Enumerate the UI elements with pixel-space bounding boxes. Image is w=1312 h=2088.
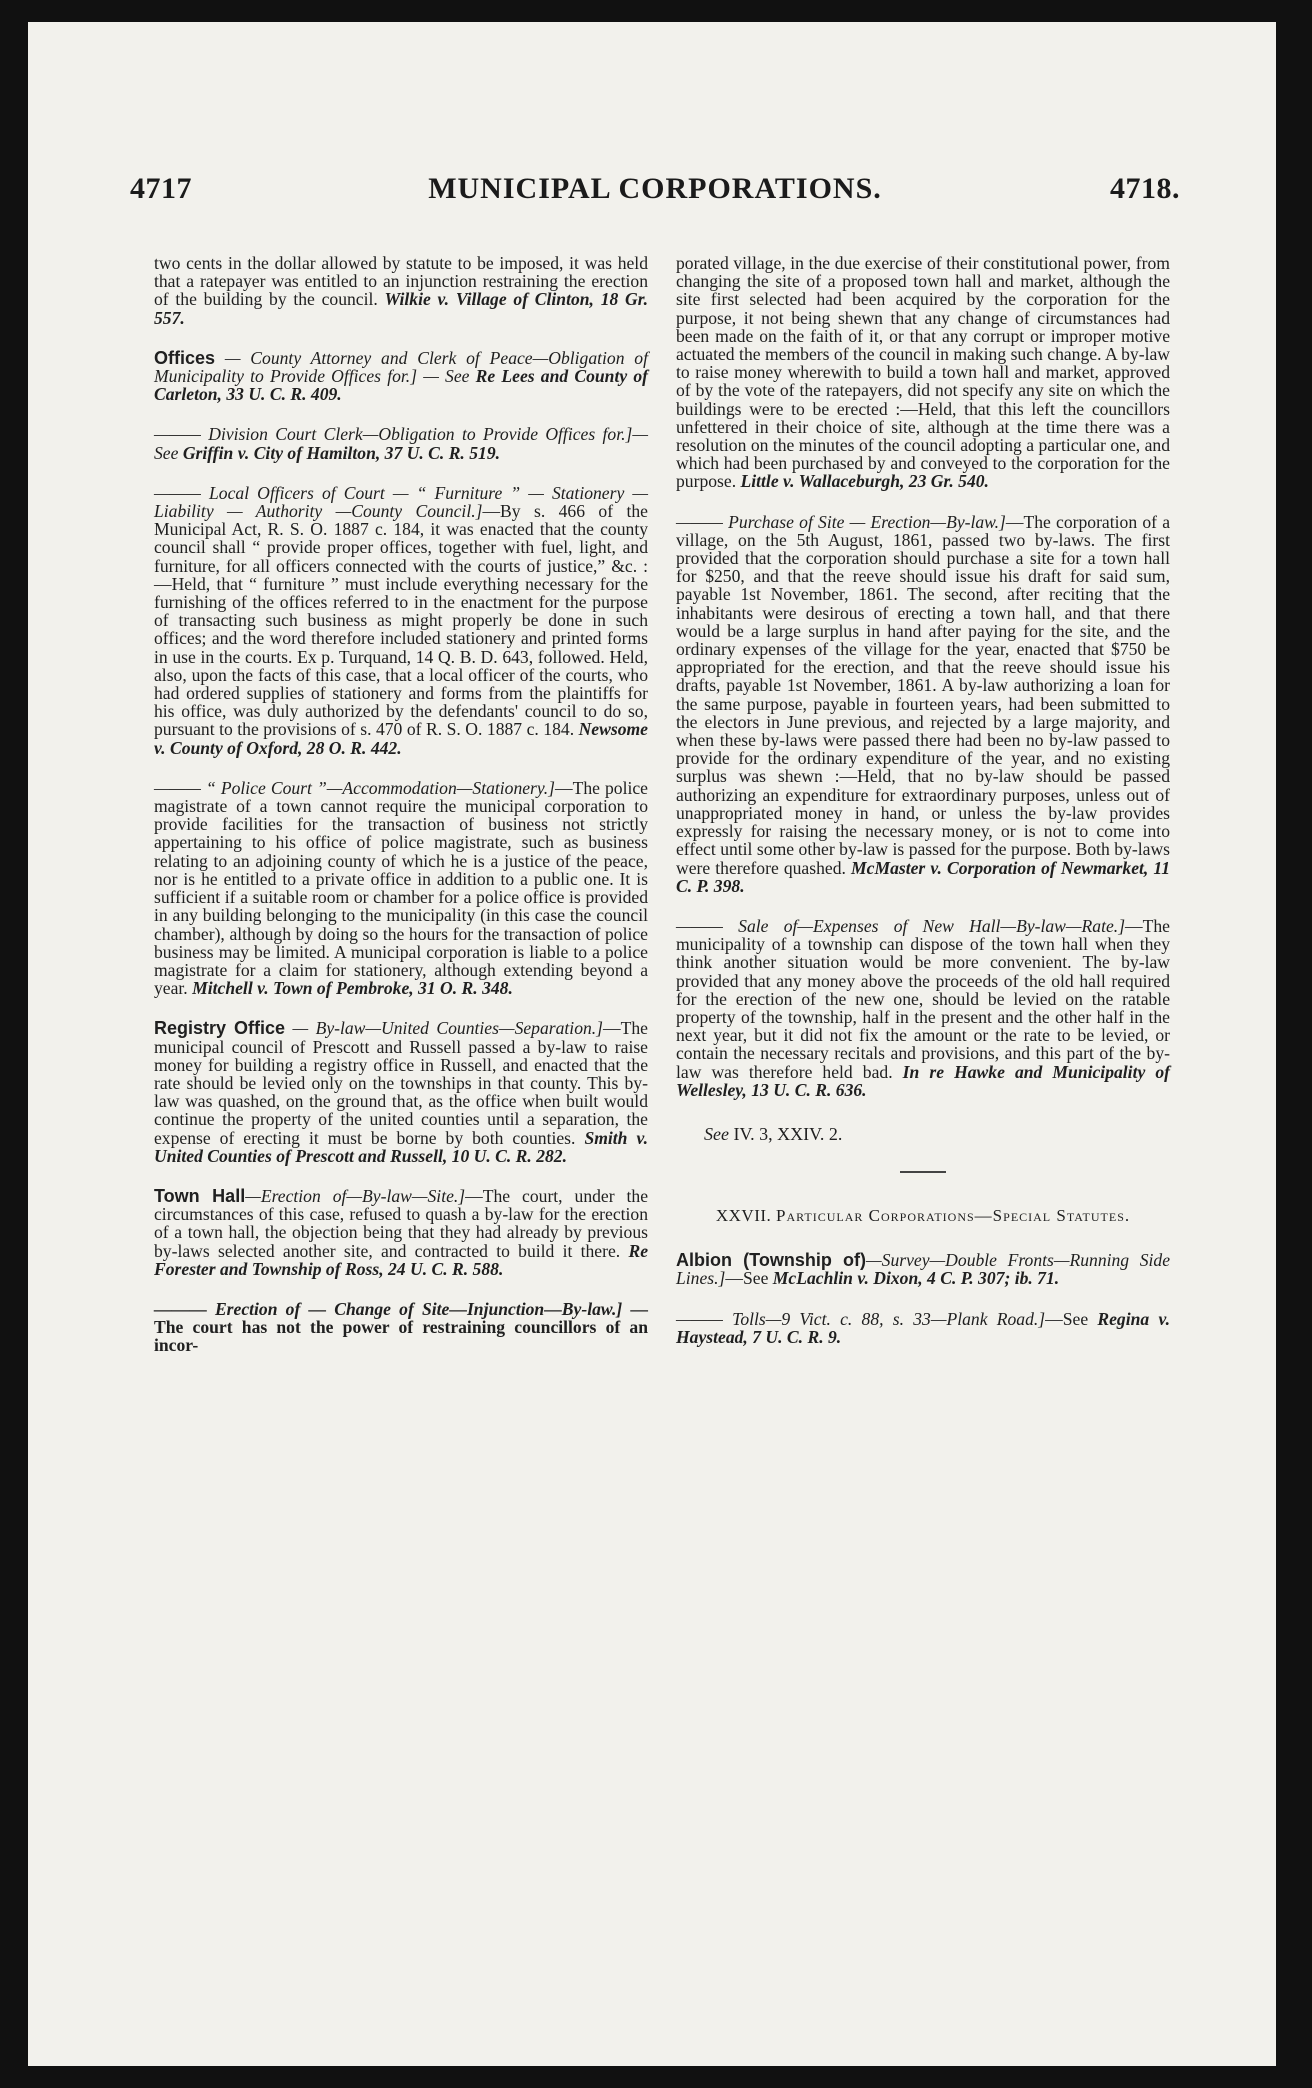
case-citation: Re Forester and Township of Ross, 24 U. C. R. 588. <box>154 1240 648 1279</box>
right-column <box>676 254 1170 1346</box>
case-citation: Newsome v. County of Oxford, 28 O. R. 442. <box>154 719 648 758</box>
entry-subheading: —Erection of—By-law—Site.] <box>245 1185 466 1206</box>
case-citation: McMaster v. Corporation of Newmarket, 11 C. P. 398. <box>676 857 1171 896</box>
case-citation: Smith v. United Counties of Prescott and Russell, 10 U. C. R. 282. <box>154 1127 649 1166</box>
document-page <box>28 22 1276 2066</box>
page-content <box>130 172 1180 1356</box>
entry-heading: Town Hall <box>154 1185 246 1206</box>
running-header <box>130 172 1180 242</box>
page-title: MUNICIPAL CORPORATIONS. <box>428 172 882 205</box>
case-citation: In re Hawke and Municipality of Wellesley, 13 U. C. R. 636. <box>676 1061 1170 1100</box>
entry-text: —The municipal council of Prescott and Russell passed a by-law to raise money for building a registry office in Russell, and enacted that the rate should be levied only on the townships in that county. This by-law was quashed, on the ground that, as the office when built would continue the property of the united counties until a separation, the expense of erecting it must be borne by both counties. <box>154 1018 648 1148</box>
entry-subheading: ——— Tolls—9 Vict. c. 88, s. 33—Plank Road.] <box>676 1308 1046 1329</box>
entry-police-court <box>154 779 648 997</box>
entry-erection <box>154 1300 648 1355</box>
entry-text: —The police magistrate of a town cannot require the municipal corporation to provide facilities for the transaction of business not strictly appertaining to his office of police magistrate, such as business relating to an adjoining county of which he is a justice of the peace, nor is he entitled to a private office in addition to a public one. It is sufficient if a suitable room or chamber for a police office is provided in any building belonging to the municipality (in this case the council chamber), although by doing so the hours for the transaction of police business may be limited. A municipal corporation is liable to a police magistrate for a claim for stationery, although extending beyond a year. <box>154 777 648 999</box>
entry-town-hall <box>154 1187 648 1278</box>
left-page-number: 4717 <box>130 172 192 205</box>
entry-subheading: ——— Local Officers of Court — “ Furniture ” — Stationery — Liability — Authority —County Council.] <box>154 482 648 522</box>
entry-text: — The court has not the power of restraining councillors of an incor- <box>154 1298 648 1356</box>
entry-text: —The court, under the circumstances of this case, refused to quash a by-law for the erection of a town hall, the objection being that they had already by previous by-laws selected another site, and contracted to build it there. <box>154 1185 649 1261</box>
entry-subheading: — By-law—United Counties—Separation.] <box>285 1018 604 1039</box>
entry-heading: Albion (Township of) <box>676 1250 867 1271</box>
entry-text: —By s. 466 of the Municipal Act, R. S. O. 1887 c. 184, it was enacted that the county council shall “ provide proper offices, together with fuel, light, and furniture, for all officers connected with the courts of justice,” &c. :—Held, that “ furniture ” must include everything necessary for the furnishing of the offices referred to in the enactment for the purpose of transacting such business as might properly be done in such offices; and the word therefore included stationery and printed forms in use in the courts. Ex p. Turquand, 14 Q. B. D. 643, followed. Held, also, upon the facts of this case, that a local officer of the courts, who had ordered supplies of stationery and forms from the plaintiffs for his office, was duly authorized by the defendants' council to do so, pursuant to the provisions of s. 470 of R. S. O. 1887 c. 184. <box>154 501 648 740</box>
entry-purchase-of-site <box>676 513 1170 895</box>
see-target: IV. 3, XXIV. 2. <box>728 1123 843 1144</box>
case-citation: Little v. Wallaceburgh, 23 Gr. 540. <box>740 471 989 492</box>
cross-reference <box>676 1125 1170 1143</box>
section-title: Particular Corporations—Special Statutes. <box>776 1206 1131 1226</box>
entry-subheading: ——— Erection of — Change of Site—Injunction—By-law.] <box>154 1298 623 1319</box>
entry-subheading: ——— Purchase of Site — Erection—By-law.] <box>676 511 1006 532</box>
entry-albion <box>676 1251 1170 1287</box>
case-citation: Wilkie v. Village of Clinton, 18 Gr. 557. <box>154 289 649 328</box>
entry-local-officers <box>154 484 648 757</box>
entry-text: two cents in the dollar allowed by statute to be imposed, it was held that a ratepayer was entitled to an injunction restraining the erection of the building by the council. <box>154 253 648 310</box>
case-citation: McLachlin v. Dixon, 4 C. P. 307; ib. 71. <box>772 1268 1060 1289</box>
entry-heading: Offices <box>154 347 216 368</box>
entry-text: —The corporation of a village, on the 5th August, 1861, passed two by-laws. The first provided that the corporation should purchase a site for a town hall for $250, and that the reeve should issue his draft for said sum, payable 1st November, 1861. The second, after reciting that the inhabitants were desirous of erecting a town hall, and that there would be a large surplus in hand after paying for the site, and the ordinary expenses of the village for the year, enacted that $750 be appropriated for the erection, and that the reeve should issue his drafts, payable 1st November, 1861. A by-law authorizing a loan for the same purpose, payable in fourteen years, had been submitted to the electors in June previous, and rejected by a large majority, and when these by-laws were passed there had been no by-law passed to provide for the ordinary expenditure of the year, and no existing surplus was shewn :—Held, that no by-law should be passed authorizing an expenditure for extraordinary purposes, unless out of unappropriated money in hand, or unless the by-law provides expressly for raising the necessary money, or is not to come into effect until some other by-law is passed for the purpose. Both by-laws were therefore quashed. <box>676 511 1171 878</box>
section-divider <box>900 1171 946 1173</box>
entry-subheading: ——— “ Police Court ”—Accommodation—Stationery.] <box>154 777 555 798</box>
entry-text: porated village, in the due exercise of their constitutional power, from changing the site of a proposed town hall and market, although the site first selected had been acquired by the corporation for the purpose, it not being shewn that any change of circumstances had been made on the faith of it, or that any corrupt or improper motive actuated the members of the council in making such change. A by-law to raise money wherewith to build a town hall and market, approved of by the vote of the ratepayers, did not specify any site on which the buildings were to be erected :—Held, that this left the councillors unfettered in their choice of site, although at the time there was a resolution on the minutes of the council adopting a particular one, and which had been purchased by and conveyed to the corporation for the purpose. <box>676 253 1170 492</box>
entry-text: —See <box>725 1268 773 1289</box>
entry-sale-of <box>676 917 1170 1099</box>
entry-offices <box>154 349 648 404</box>
entry-subheading: —Survey—Double Fronts—Running Side Lines.] <box>676 1250 1170 1289</box>
case-citation: Re Lees and County of Carleton, 33 U. C. R. 409. <box>154 366 648 405</box>
right-page-number: 4718. <box>1110 172 1180 205</box>
section-number: XXVII. <box>715 1206 772 1226</box>
entry-wilkie <box>154 254 648 327</box>
left-column <box>154 254 648 1355</box>
entry-text: —The municipality of a township can dispose of the town hall when they think another situation would be more convenient. The by-law provided that any money above the proceeds of the old hall required for the erection of the new one, should be levied on the ratable property of the township, half in the present and the other half in the next year, but it did not fix the amount or the rate to be levied, or contain the necessary recitals and provisions, and this part of the by-law was therefore held bad. <box>676 915 1170 1082</box>
case-citation: Mitchell v. Town of Pembroke, 31 O. R. 348. <box>192 978 513 999</box>
entry-heading: Registry Office <box>154 1018 286 1039</box>
entry-text: —See <box>1045 1308 1098 1329</box>
entry-little <box>676 254 1170 491</box>
entry-subheading: — County Attorney and Clerk of Peace—Obligation of Municipality to Provide Offices for.] — See <box>154 347 648 387</box>
entry-registry-office <box>154 1019 648 1165</box>
entry-division-court <box>154 425 648 461</box>
see-label: See <box>704 1123 729 1144</box>
case-citation: Regina v. Haystead, 7 U. C. R. 9. <box>676 1308 1170 1347</box>
entry-tolls <box>676 1310 1170 1346</box>
entry-subheading: ——— Division Court Clerk—Obligation to Provide Offices for.]—See <box>154 424 648 463</box>
entry-subheading: ——— Sale of—Expenses of New Hall—By-law—Rate.] <box>676 915 1126 936</box>
case-citation: Griffin v. City of Hamilton, 37 U. C. R. 519. <box>182 442 501 463</box>
section-heading <box>676 1203 1170 1229</box>
